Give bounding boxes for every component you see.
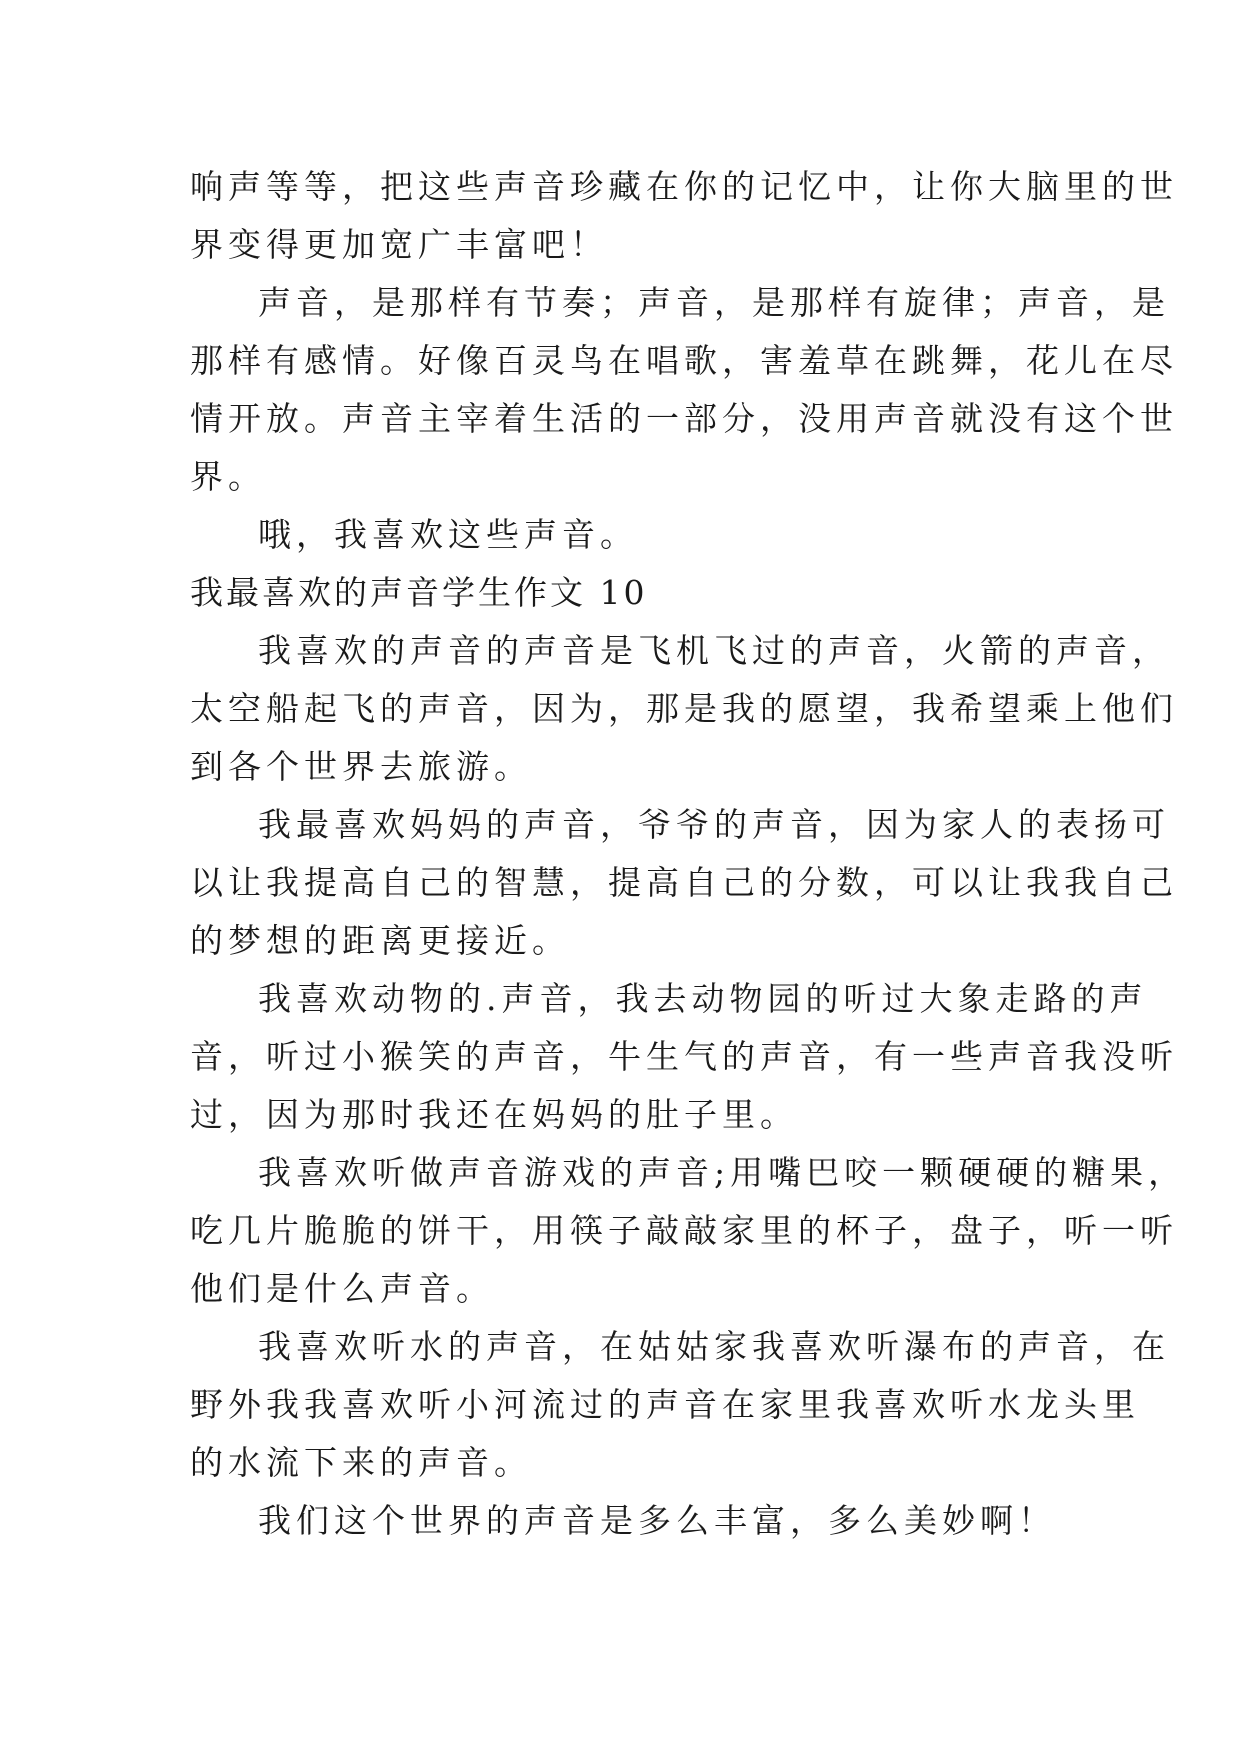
- section-heading: 我最喜欢的声音学生作文 10: [190, 573, 648, 612]
- text-line: 吃几片脆脆的饼干，用筷子敲敲家里的杯子，盘子，听一听: [190, 1211, 1178, 1250]
- paragraph-start-line: 我喜欢听水的声音，在姑姑家我喜欢听瀑布的声音，在: [258, 1327, 1170, 1366]
- text-line: 那样有感情。好像百灵鸟在唱歌，害羞草在跳舞，花儿在尽: [190, 341, 1178, 380]
- text-line: 野外我我喜欢听小河流过的声音在家里我喜欢听水龙头里: [190, 1385, 1140, 1424]
- text-line: 界变得更加宽广丰富吧！: [190, 225, 608, 264]
- paragraph-start-line: 哦，我喜欢这些声音。: [258, 515, 638, 554]
- document-page: [190, 158, 1187, 1550]
- text-line: 的梦想的距离更接近。: [190, 921, 570, 960]
- text-line: 界。: [190, 457, 266, 496]
- paragraph-start-line: 我喜欢听做声音游戏的声音;用嘴巴咬一颗硬硬的糖果，: [258, 1153, 1187, 1192]
- text-line: 音，听过小猴笑的声音，牛生气的声音，有一些声音我没听: [190, 1037, 1178, 1076]
- text-line: 他们是什么声音。: [190, 1269, 494, 1308]
- text-line: 响声等等，把这些声音珍藏在你的记忆中，让你大脑里的世: [190, 167, 1178, 206]
- paragraph-start-line: 我们这个世界的声音是多么丰富，多么美妙啊！: [258, 1501, 1056, 1540]
- text-line: 以让我提高自己的智慧，提高自己的分数，可以让我我自己: [190, 863, 1178, 902]
- paragraph-start-line: 声音，是那样有节奏；声音，是那样有旋律；声音，是: [258, 283, 1170, 322]
- text-line: 情开放。声音主宰着生活的一部分，没用声音就没有这个世: [190, 399, 1178, 438]
- text-line: 的水流下来的声音。: [190, 1443, 532, 1482]
- text-line: 过，因为那时我还在妈妈的肚子里。: [190, 1095, 798, 1134]
- text-line: 太空船起飞的声音，因为，那是我的愿望，我希望乘上他们: [190, 689, 1178, 728]
- paragraph-start-line: 我最喜欢妈妈的声音，爷爷的声音，因为家人的表扬可: [258, 805, 1170, 844]
- text-line: 到各个世界去旅游。: [190, 747, 532, 786]
- paragraph-start-line: 我喜欢的声音的声音是飞机飞过的声音，火箭的声音，: [258, 631, 1170, 670]
- paragraph-start-line: 我喜欢动物的.声音，我去动物园的听过大象走路的声: [258, 979, 1148, 1018]
